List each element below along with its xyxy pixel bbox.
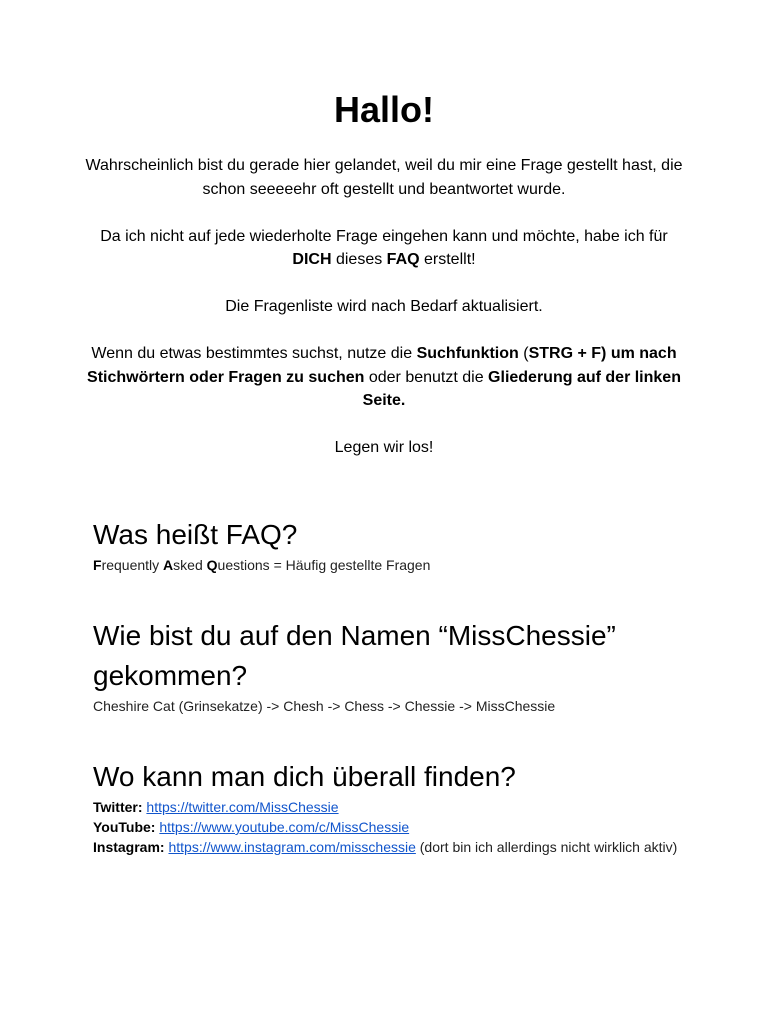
intro-p4-strg: STRG + F) [528, 345, 607, 362]
faq1-letter-a: A [163, 557, 174, 573]
intro-p4-text-d: oder benutzt die [364, 368, 489, 386]
faq-question-2: Wie bist du auf den Namen “MissChessie” gekommen? [93, 620, 616, 691]
intro-p2-faq: FAQ [386, 251, 420, 268]
intro-p2-text-b: dieses [331, 251, 387, 268]
faq1-text-sked: sked [173, 557, 207, 573]
intro-text [84, 154, 684, 460]
faq-section-3 [93, 757, 693, 857]
faq-answer-1 [93, 555, 693, 575]
faq-question-3: Wo kann man dich überall finden? [93, 761, 516, 792]
faq-section-2 [93, 616, 693, 716]
faq1-text-requently: requently [101, 557, 164, 573]
intro-paragraph-2 [84, 225, 684, 272]
intro-p4-text-b: ( [518, 345, 529, 362]
page-title: Hallo! [333, 89, 434, 130]
intro-paragraph-3: Die Fragenliste wird nach Bedarf aktualisiert. [225, 298, 543, 315]
faq-section-1 [93, 515, 693, 575]
social-youtube-line [93, 817, 693, 837]
intro-p4-stichwoerter: um nach Stichwörtern oder Fragen zu suchen [87, 345, 677, 386]
faq1-text-rest: uestions = Häufig gestellte Fragen [217, 557, 431, 573]
faq-question-1: Was heißt FAQ? [93, 519, 298, 550]
instagram-label: Instagram: [93, 839, 165, 855]
faq-answer-2: Cheshire Cat (Grinsekatze) -> Chesh -> Chess -> Chessie -> MissChessie [93, 698, 556, 714]
intro-p4-text-a: Wenn du etwas bestimmtes suchst, nutze die [91, 345, 417, 362]
twitter-link[interactable]: https://twitter.com/MissChessie [146, 799, 339, 815]
social-twitter-line [93, 797, 693, 817]
intro-p2-text-a: Da ich nicht auf jede wiederholte Frage eingehen kann und möchte, habe ich für [100, 227, 668, 245]
intro-paragraph-5: Legen wir los! [334, 439, 434, 456]
youtube-link[interactable]: https://www.youtube.com/c/MissChessie [159, 819, 410, 835]
instagram-note: (dort bin ich allerdings nicht wirklich aktiv) [415, 839, 678, 855]
intro-p2-text-c: erstellt! [419, 251, 476, 268]
youtube-label: YouTube: [93, 819, 156, 835]
instagram-link[interactable]: https://www.instagram.com/misschessie [168, 839, 416, 855]
faq1-letter-q: Q [206, 557, 218, 573]
intro-p4-gliederung: Gliederung auf der linken Seite. [362, 368, 681, 409]
intro-p2-dich: DICH [292, 251, 332, 268]
social-instagram-line [93, 837, 693, 857]
faq1-letter-f: F [93, 557, 102, 573]
intro-paragraph-1: Wahrscheinlich bist du gerade hier gelandet, weil du mir eine Frage gestellt hast, die schon seeeeehr oft gestellt und beantwortet wurde. [85, 157, 683, 198]
twitter-label: Twitter: [93, 799, 143, 815]
intro-paragraph-4 [84, 342, 684, 413]
intro-p4-suchfunktion: Suchfunktion [416, 345, 519, 362]
